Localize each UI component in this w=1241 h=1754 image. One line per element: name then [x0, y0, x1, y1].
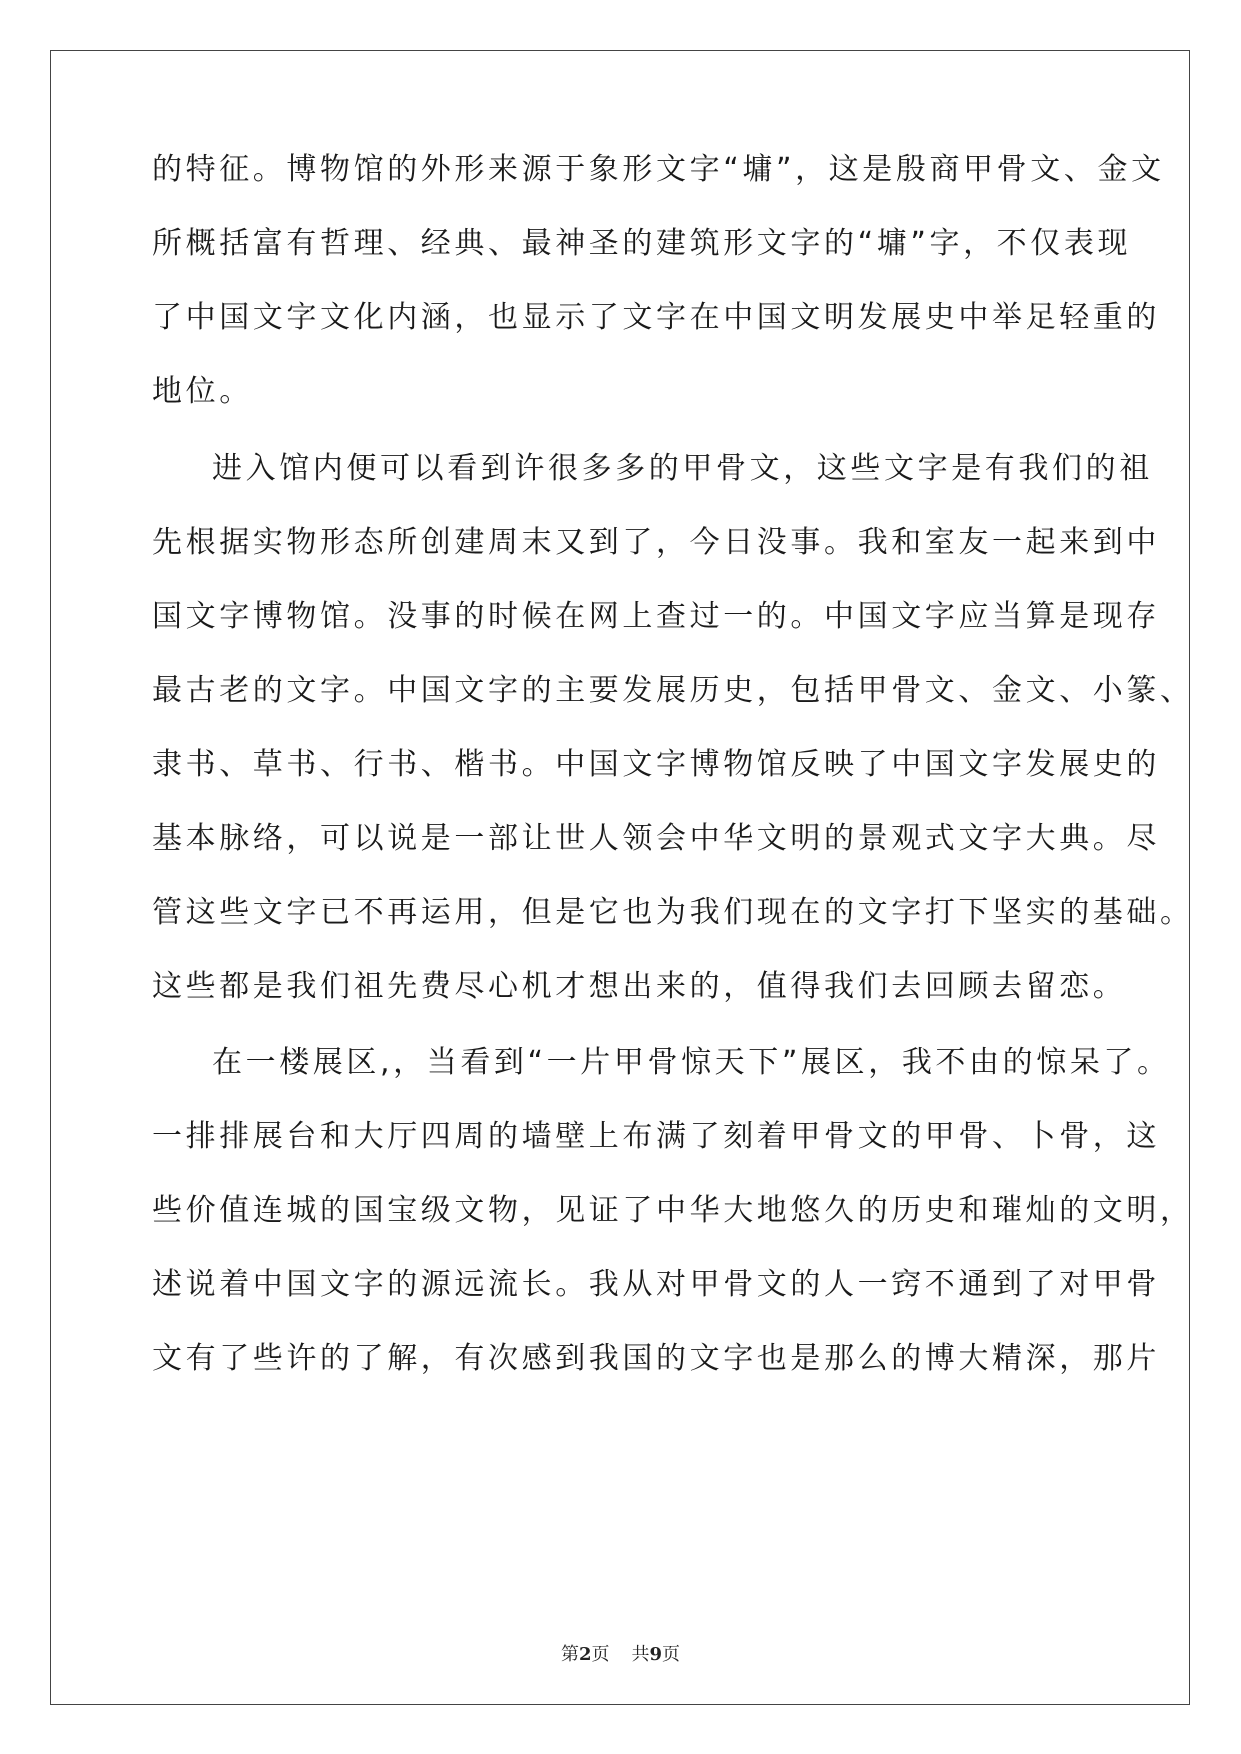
total-label-prefix: 共: [631, 1644, 650, 1665]
text-line: 这些都是我们祖先费尽心机才想出来的，值得我们去回顾去留恋。: [152, 969, 1127, 1004]
total-pages: 9: [649, 1644, 663, 1665]
text-line: 了中国文字文化内涵，也显示了文字在中国文明发展史中举足轻重的: [152, 300, 1160, 335]
text-line: 最古老的文字。中国文字的主要发展历史，包括甲骨文、金文、小篆、: [152, 673, 1194, 708]
text-line: 国文字博物馆。没事的时候在网上查过一的。中国文字应当算是现存: [152, 599, 1160, 634]
page-border: [50, 50, 1190, 1705]
text-line: 一排排展台和大厅四周的墙壁上布满了刻着甲骨文的甲骨、卜骨，这: [152, 1119, 1160, 1154]
text-line: 的特征。博物馆的外形来源于象形文字“墉”，这是殷商甲骨文、金文: [152, 152, 1165, 187]
text-line: 文有了些许的了解，有次感到我国的文字也是那么的博大精深，那片: [152, 1341, 1160, 1376]
text-line: 述说着中国文字的源远流长。我从对甲骨文的人一窍不通到了对甲骨: [152, 1267, 1160, 1302]
page-label-prefix: 第: [560, 1644, 579, 1665]
paragraph-first-line: 在一楼展区,，当看到“一片甲骨惊天下”展区，我不由的惊呆了。: [212, 1045, 1171, 1080]
page-footer: [0, 1640, 1241, 1666]
text-line: 所概括富有哲理、经典、最神圣的建筑形文字的“墉”字，不仅表现: [152, 226, 1132, 261]
page-label-suffix: 页: [591, 1644, 610, 1665]
text-line: 隶书、草书、行书、楷书。中国文字博物馆反映了中国文字发展史的: [152, 747, 1160, 782]
text-line: 些价值连城的国宝级文物，见证了中华大地悠久的历史和璀灿的文明，: [152, 1193, 1194, 1228]
text-line: 先根据实物形态所创建周末又到了，今日没事。我和室友一起来到中: [152, 525, 1160, 560]
text-line: 管这些文字已不再运用，但是它也为我们现在的文字打下坚实的基础。: [152, 895, 1194, 930]
page-number: 2: [578, 1644, 592, 1665]
total-label-suffix: 页: [662, 1644, 681, 1665]
paragraph-first-line: 进入馆内便可以看到许很多多的甲骨文，这些文字是有我们的祖: [212, 451, 1153, 486]
text-line: 地位。: [152, 374, 253, 409]
text-line: 基本脉络，可以说是一部让世人领会中华文明的景观式文字大典。尽: [152, 821, 1160, 856]
